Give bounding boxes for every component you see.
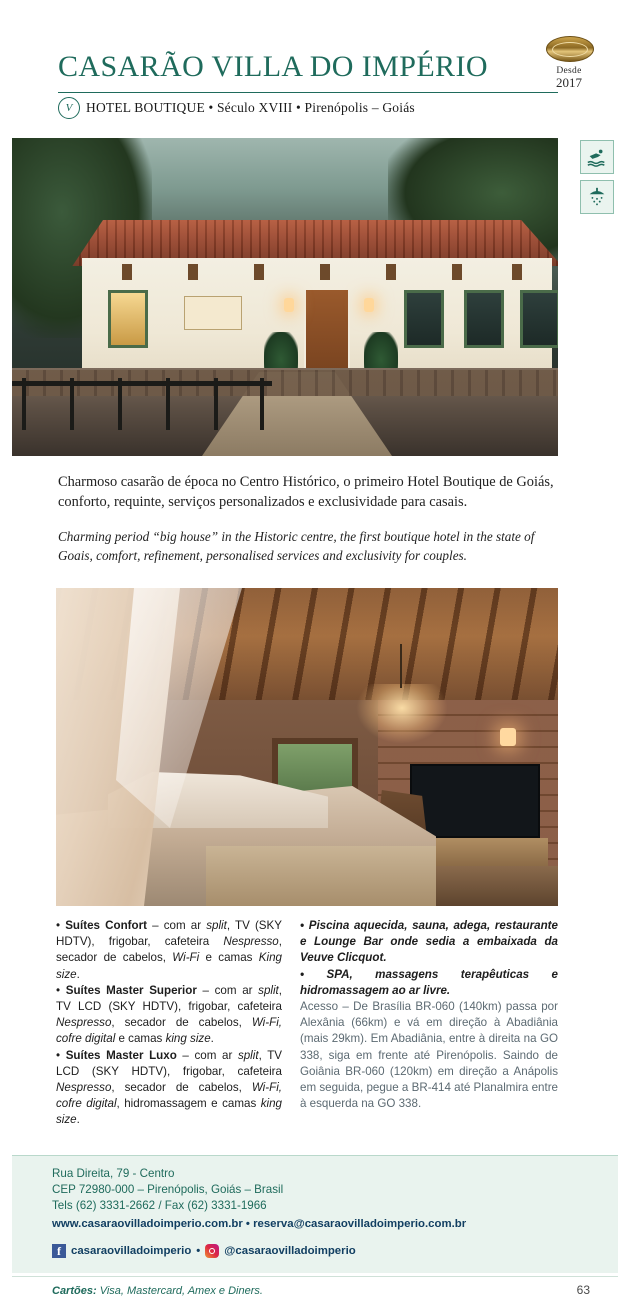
list-item: • SPA, massagens terapêuticas e hidromassagem ao ar livre. xyxy=(300,967,558,997)
footer-social-row xyxy=(52,1244,356,1258)
social-separator: • xyxy=(196,1245,201,1257)
amenities-right-column xyxy=(300,918,558,1112)
intro-text-pt: Charmoso casarão de época no Centro Histórico, o primeiro Hotel Boutique de Goiás, conforto, requinte, serviços personalizados e exclusividade para casais. xyxy=(58,474,554,510)
facebook-handle[interactable]: casaraovilladoimperio xyxy=(71,1245,192,1257)
amenity-icon-column xyxy=(580,140,618,220)
list-item: • Piscina aquecida, sauna, adega, restaurante e Lounge Bar onde sedia a embaixada da Veuve Clicquot. xyxy=(300,919,558,965)
since-year: 2017 xyxy=(556,75,582,90)
page-number: 63 xyxy=(576,1283,590,1297)
hotel-facade-photo xyxy=(12,138,558,456)
since-block xyxy=(541,66,597,91)
header-divider xyxy=(58,92,558,93)
footer-cep: CEP 72980-000 – Pirenópolis, Goiás – Brasil xyxy=(52,1183,284,1196)
instagram-handle[interactable]: @casaraovilladoimperio xyxy=(224,1245,356,1257)
pool-swimmer-icon xyxy=(580,140,614,174)
list-item: • Suítes Master Luxo – com ar split, TV LCD (SKY HDTV), frigobar, cafeteira Nespresso, secador de cabelos, Wi-Fi, cofre digital, hidromassagem e camas king size. xyxy=(56,1048,283,1127)
cards-label: Cartões: xyxy=(52,1285,97,1297)
since-label: Desde xyxy=(556,66,582,76)
amenities-left-column xyxy=(56,918,282,1129)
monogram-icon: V xyxy=(58,97,80,119)
page-title: CASARÃO VILLA DO IMPÉRIO xyxy=(58,50,488,83)
gold-seal-icon xyxy=(544,34,596,64)
list-item: • Suítes Confort – com ar split, TV (SKY HDTV), frigobar, cafeteira Nespresso, secador de cabelos, Wi-Fi e camas King size. xyxy=(56,919,283,981)
instagram-icon[interactable] xyxy=(205,1244,219,1258)
footer-phones: Tels (62) 3331-2662 / Fax (62) 3331-1966 xyxy=(52,1199,267,1212)
payment-cards-note xyxy=(52,1285,263,1297)
intro-text-en: Charming period “big house” in the Historic centre, the first boutique hotel in the state of Goais, comfort, refinement, personalised services and exclusivity for couples. xyxy=(58,529,535,563)
subtitle-row xyxy=(58,97,415,119)
footer-divider xyxy=(12,1276,618,1277)
access-directions: Acesso – De Brasília BR-060 (140km) passa por Alexânia (66km) e vá em direção à Abadiânia (mais 29km). Em Abadiânia, entre à direita na GO 338, siga em frente até Pirenópolis. Saindo de Goiânia BR-060 (120km) em direção a Anápolis em seguida, pegue a BR-414 até Planalmira entre à esquerda na GO 338. xyxy=(300,1000,558,1111)
footer-address: Rua Direita, 79 - Centro xyxy=(52,1167,175,1180)
page-subtitle: HOTEL BOUTIQUE • Século XVIII • Pirenópolis – Goiás xyxy=(86,100,415,115)
footer-website-email[interactable]: www.casaraovilladoimperio.com.br • reserva@casaraovilladoimperio.com.br xyxy=(52,1218,467,1230)
page-header xyxy=(0,0,630,130)
cards-value: Visa, Mastercard, Amex e Diners. xyxy=(99,1285,263,1297)
contact-footer xyxy=(12,1155,618,1297)
list-item: • Suítes Master Superior – com ar split, TV LCD (SKY HDTV), frigobar, cafeteira Nespresso, secador de cabelos, Wi-Fi, cofre digital e camas king size. xyxy=(56,983,283,1046)
spa-shower-icon xyxy=(580,180,614,214)
suite-interior-photo xyxy=(56,588,558,906)
facebook-icon[interactable]: f xyxy=(52,1244,66,1258)
